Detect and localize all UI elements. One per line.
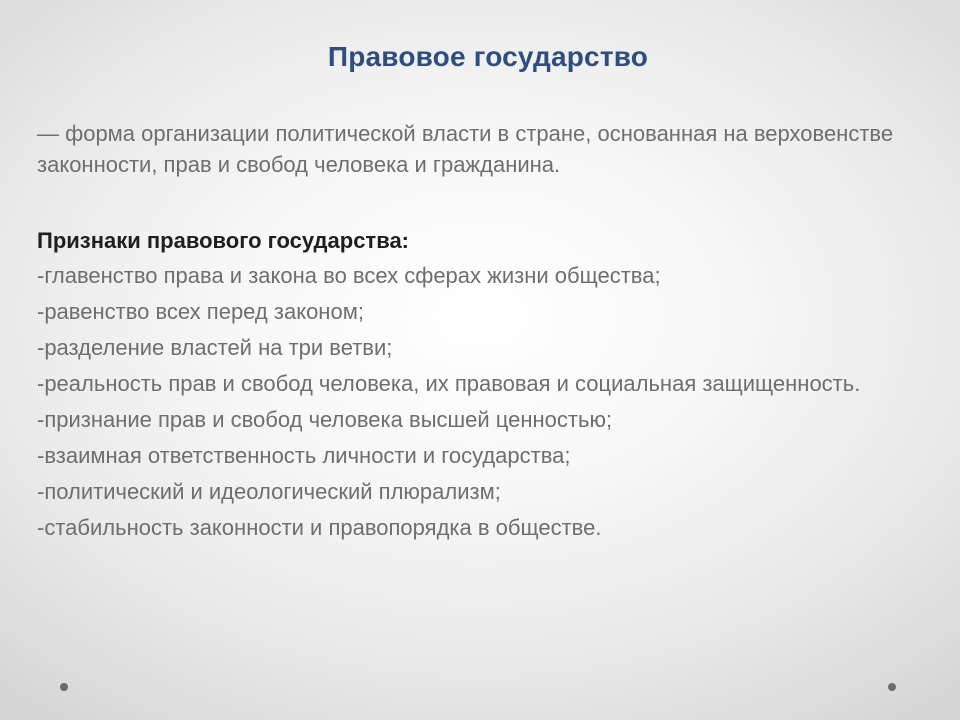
feature-item: -признание прав и свобод человека высшей ценностью; (37, 407, 613, 432)
features-heading: Признаки правового государства: (37, 228, 410, 253)
feature-item: -разделение властей на три ветви; (37, 335, 393, 360)
decorative-dot-left (60, 683, 68, 691)
feature-item: -политический и идеологический плюрализм; (37, 479, 501, 504)
feature-item: -стабильность законности и правопорядка в обществе. (37, 515, 602, 540)
features-section (37, 224, 927, 550)
feature-item: -реальность прав и свобод человека, их правовая и социальная защищенность. (37, 371, 861, 396)
feature-item: -главенство права и закона во всех сферах жизни общества; (37, 263, 661, 288)
slide-title: Правовое государство (327, 41, 649, 72)
feature-item: -равенство всех перед законом; (37, 299, 364, 324)
decorative-dot-right (888, 683, 896, 691)
feature-list (37, 262, 927, 542)
definition-text: — форма организации политической власти в стране, основанная на верховенстве законности, прав и свобод человека и гражданина. (37, 121, 894, 177)
feature-item: -взаимная ответственность личности и государства; (37, 443, 571, 468)
